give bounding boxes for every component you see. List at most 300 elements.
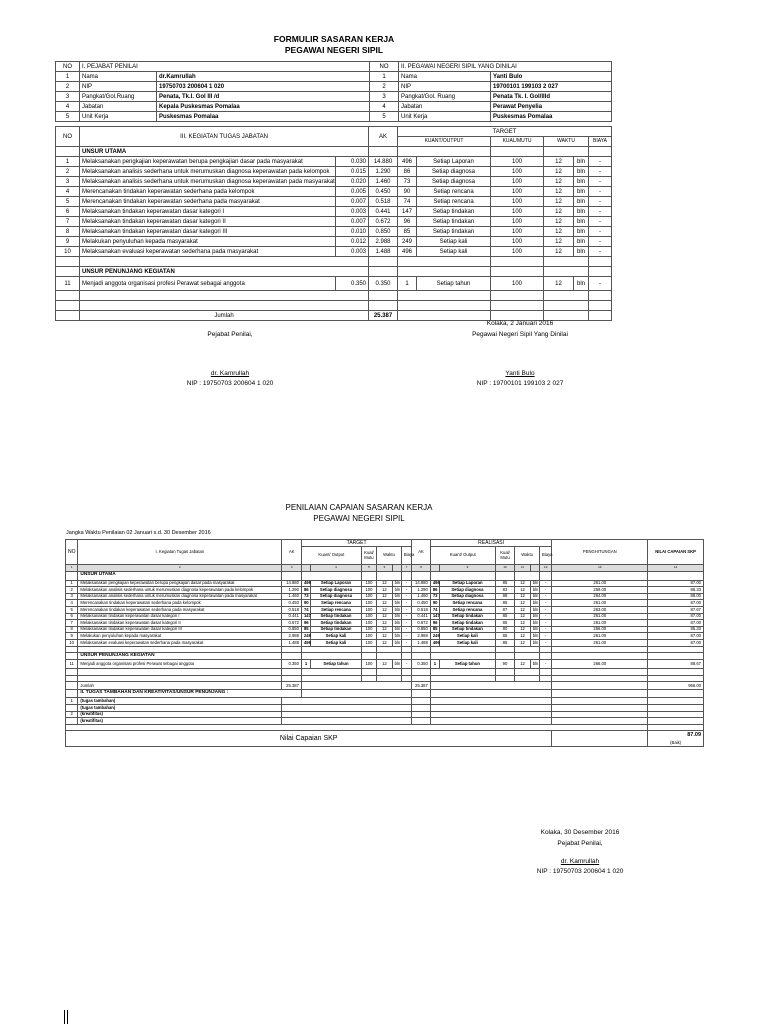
row-r-output: Setiap kali [440, 633, 496, 640]
row-r-biaya: - [540, 620, 552, 627]
empty-cell [430, 704, 552, 711]
row-r-satuan: bln [530, 580, 539, 587]
row-satuan: bln [574, 227, 589, 237]
row-r-output: Setiap diagnosa [440, 587, 496, 594]
row-biaya: - [401, 580, 411, 587]
row-kegiatan: Melaksanakan pengkajian keperawatan berupa pengkajian dasar pada masyarakat [78, 580, 282, 587]
row-waktu: 12 [377, 606, 392, 613]
pegawai-no: 4 [370, 102, 399, 112]
row-no: 7 [66, 620, 78, 627]
tambahan-no [66, 718, 78, 725]
form1-title: FORMULIR SASARAN KERJA [273, 34, 395, 44]
row-r-satuan: bln [530, 620, 539, 627]
row-kuant: 1 [301, 660, 310, 669]
row-output: Setiap diagnosa [417, 177, 491, 187]
column-number: 7 [401, 565, 411, 572]
row-mutu: 100 [491, 187, 544, 197]
form1-sig-left-name: dr. Kamrullah [210, 370, 250, 377]
column-number: 5 [361, 565, 376, 572]
row-ak: 14.880 [282, 580, 302, 587]
empty-cell [412, 698, 431, 705]
pegawai-value: 19700101 199103 2 027 [491, 82, 612, 92]
row-kuant: 496 [398, 157, 417, 167]
pejabat-no: 1 [56, 72, 80, 82]
table-row [66, 593, 704, 600]
pegawai-label: Nama [399, 72, 491, 82]
row-nilai: 87.67 [648, 606, 704, 613]
row-satuan: bln [392, 620, 401, 627]
row-no: 7 [56, 217, 80, 227]
jumlah-label: Jumlah [78, 682, 282, 690]
section-penunjang: UNSUR PENUNJANG KEGIATAN [80, 267, 369, 277]
row-waktu: 12 [377, 633, 392, 640]
row-waktu: 12 [377, 593, 392, 600]
row-r-ak: 0.441 [412, 613, 431, 620]
form1-sig-right-name: Yanti Bulo [505, 370, 535, 377]
pejabat-no: 5 [56, 112, 80, 122]
row-nilai: 87.00 [648, 600, 704, 607]
row-satuan: bln [574, 247, 589, 257]
row-r-mutu: 85 [495, 600, 515, 607]
page-edge-mark [64, 1010, 65, 1024]
row-ak: 0.441 [282, 613, 302, 620]
row-r-mutu: 83 [495, 587, 515, 594]
column-number: 3 [282, 565, 302, 572]
row-mutu: 100 [491, 167, 544, 177]
row-r-biaya: - [540, 626, 552, 633]
tambahan-label: (tugas tambahan) [78, 704, 282, 711]
row-kuant: 496 [301, 639, 310, 646]
row-output: Setiap tindakan [311, 620, 361, 627]
row-r-biaya: - [540, 606, 552, 613]
pegawai-value: Yanti Bulo [491, 72, 612, 82]
pegawai-no: 1 [370, 72, 399, 82]
row-mutu: 100 [491, 217, 544, 227]
row-kuant: 86 [398, 167, 417, 177]
empty-cell [552, 698, 648, 705]
row-r-satuan: bln [530, 633, 539, 640]
row-output: Setiap rencana [311, 606, 361, 613]
hdr-kual: Kual/ Mutu [361, 547, 376, 565]
tambahan-row [66, 718, 704, 725]
row-angka: 0.012 [336, 237, 369, 247]
row-satuan: bln [574, 177, 589, 187]
row-biaya: - [401, 600, 411, 607]
row-kegiatan: Melaksanakan tindakan keperawatan dasar kategori I [80, 207, 336, 217]
table-row [66, 600, 704, 607]
row-r-waktu: 12 [515, 606, 530, 613]
row-r-satuan: bln [530, 606, 539, 613]
row-hitung: 261.00 [552, 580, 648, 587]
jumlah-ak: 25.387 [282, 682, 302, 690]
row-output: Setiap tahun [311, 660, 361, 669]
row-no: 11 [66, 660, 78, 669]
table-row [66, 580, 704, 587]
row-mutu: 100 [361, 600, 376, 607]
row-kegiatan: Melaksanakan pengkajian keperawatan berupa pengkajian dasar pada masyarakat [80, 157, 336, 167]
row-waktu: 12 [377, 613, 392, 620]
row-ak: 0.672 [369, 217, 398, 227]
row-waktu: 12 [544, 217, 574, 227]
row-mutu: 100 [491, 237, 544, 247]
row-angka: 0.005 [336, 187, 369, 197]
row-waktu: 12 [544, 237, 574, 247]
row-r-kuant: 73 [430, 593, 439, 600]
row-output: Setiap tindakan [417, 217, 491, 227]
row-r-output: Setiap tindakan [440, 626, 496, 633]
row-r-mutu: 87 [495, 606, 515, 613]
row-r-mutu: 90 [495, 660, 515, 669]
hdr-realisasi: REALISASI [430, 540, 552, 547]
row-r-biaya: - [540, 580, 552, 587]
jumlah-value: 25.387 [369, 311, 398, 321]
row-satuan: bln [392, 626, 401, 633]
row-kegiatan: Merencanakan tindakan keperawatan sederhana pada kelompok [78, 600, 282, 607]
row-ak: 0.450 [282, 600, 302, 607]
pejabat-label: Nama [80, 72, 157, 82]
row-r-kuant: 85 [430, 626, 439, 633]
row-ak: 0.518 [369, 197, 398, 207]
row-biaya: - [401, 639, 411, 646]
row-kegiatan: Melakukan penyuluhan kepada masyarakat [78, 633, 282, 640]
column-number: 1 [66, 565, 78, 572]
nilai-capaian-note: (Baik) [670, 739, 682, 745]
table-row [66, 639, 704, 646]
row-no: 10 [66, 639, 78, 646]
tambahan-no: 1 [66, 698, 78, 705]
row-kuant: 73 [398, 177, 417, 187]
row-hitung: 266.00 [552, 660, 648, 669]
row-kegiatan: Melaksanakan evaluasi keperawatan sederhana pada masyarakat [80, 247, 336, 257]
row-output: Setiap diagnosa [311, 593, 361, 600]
form1-sig-left-nip: NIP : 19750703 200604 1 020 [186, 380, 274, 387]
empty-cell [430, 718, 552, 725]
row-ak: 0.850 [369, 227, 398, 237]
row-no: 9 [56, 237, 80, 247]
row-angka: 0.007 [336, 197, 369, 207]
row-mutu: 100 [491, 227, 544, 237]
row-output: Setiap diagnosa [311, 587, 361, 594]
row-r-ak: 1.488 [412, 639, 431, 646]
table-row [56, 187, 612, 197]
row-mutu: 100 [361, 606, 376, 613]
row-r-waktu: 12 [515, 580, 530, 587]
row-r-ak: 14.880 [412, 580, 431, 587]
row-output: Setiap tindakan [417, 207, 491, 217]
row-biaya: - [401, 606, 411, 613]
row-biaya: - [401, 660, 411, 669]
row-kegiatan: Melaksanakan analisis sederhana untuk merumuskan diagnosa keperawatan pada kelompok [80, 167, 336, 177]
row-biaya: - [401, 613, 411, 620]
row-output: Setiap tindakan [311, 626, 361, 633]
row-ak: 14.880 [369, 157, 398, 167]
row-ak: 0.850 [282, 626, 302, 633]
pejabat-label: Jabatan [80, 102, 157, 112]
row-kuant: 1 [398, 277, 417, 291]
row-mutu: 100 [491, 157, 544, 167]
row-kuant: 147 [301, 613, 310, 620]
row-output: Setiap rencana [311, 600, 361, 607]
row-r-satuan: bln [530, 587, 539, 594]
row-r-mutu: 85 [495, 639, 515, 646]
empty-cell [412, 711, 431, 718]
row-mutu: 100 [491, 197, 544, 207]
row-r-output: Setiap diagnosa [440, 593, 496, 600]
row-r-ak: 0.518 [412, 606, 431, 613]
form1-sig-left-title: Pejabat Penilai, [207, 331, 253, 338]
pejabat-no: 2 [56, 82, 80, 92]
row-ak: 1.460 [282, 593, 302, 600]
empty-cell [412, 704, 431, 711]
row-r-ak: 0.450 [412, 600, 431, 607]
row-no: 9 [66, 633, 78, 640]
row-satuan: bln [574, 277, 589, 291]
jumlah-label: Jumlah [80, 311, 369, 321]
column-number: 4 [311, 565, 361, 572]
row-mutu: 100 [361, 587, 376, 594]
row-kuant: 496 [301, 580, 310, 587]
pejabat-value: 19750703 200604 1 020 [157, 82, 370, 92]
row-mutu: 100 [491, 177, 544, 187]
row-biaya: - [401, 593, 411, 600]
form2-title: PENILAIAN CAPAIAN SASARAN KERJA [285, 503, 433, 512]
row-angka: 0.030 [336, 157, 369, 167]
pejabat-value: Kepala Puskesmas Pomalaa [157, 102, 370, 112]
row-ak: 1.488 [282, 639, 302, 646]
row-no: 5 [66, 606, 78, 613]
row-hitung: 264.00 [552, 593, 648, 600]
row-r-mutu: 88 [495, 593, 515, 600]
row-r-mutu: 85 [495, 620, 515, 627]
row-r-mutu: 85 [495, 580, 515, 587]
row-kuant: 249 [301, 633, 310, 640]
form2-sig-name: dr. Kamrullah [560, 858, 600, 865]
row-ak: 0.350 [282, 660, 302, 669]
row-mutu: 100 [361, 613, 376, 620]
empty-cell [552, 711, 648, 718]
pegawai-label: Jabatan [399, 102, 491, 112]
row-r-waktu: 12 [515, 600, 530, 607]
row-biaya: - [401, 620, 411, 627]
row-biaya: - [589, 157, 612, 167]
row-satuan: bln [392, 633, 401, 640]
row-r-ak: 1.290 [412, 587, 431, 594]
column-number [301, 565, 310, 572]
row-kegiatan: Melaksanakan evaluasi keperawatan sederhana pada masyarakat [78, 639, 282, 646]
section-utama: UNSUR UTAMA [78, 571, 282, 580]
row-kegiatan: Melaksanakan tindakan keperawatan dasar kategori III [78, 626, 282, 633]
tambahan-label: (kreatifitas) [78, 718, 282, 725]
row-r-satuan: bln [530, 600, 539, 607]
row-hitung: 261.00 [552, 633, 648, 640]
empty-cell [282, 698, 412, 705]
pegawai-no: 5 [370, 112, 399, 122]
row-nilai: 87.00 [648, 613, 704, 620]
column-number: 9 [440, 565, 496, 572]
form2-date: Kolaka, 30 Desember 2016 [540, 829, 620, 836]
row-r-waktu: 12 [515, 620, 530, 627]
row-waktu: 12 [377, 600, 392, 607]
row-mutu: 100 [361, 633, 376, 640]
row-mutu: 100 [361, 620, 376, 627]
identity-row [56, 112, 612, 122]
row-output: Setiap Laporan [311, 580, 361, 587]
row-kegiatan: Melaksanakan analisis sederhana untuk merumuskan diagnosa keperawatan pada masyarakat [80, 177, 336, 187]
row-r-kuant: 147 [430, 613, 439, 620]
pegawai-label: Pangkat/Gol. Ruang [399, 92, 491, 102]
identity-row [56, 82, 612, 92]
row-output: Setiap tindakan [417, 227, 491, 237]
row-waktu: 12 [377, 639, 392, 646]
row-kuant: 73 [301, 593, 310, 600]
column-number: 10 [495, 565, 515, 572]
form1-sig-right-title: Pegawai Negeri Sipil Yang Dinilai [472, 331, 568, 338]
row-biaya: - [589, 247, 612, 257]
identity-row [56, 72, 612, 82]
row-no: 3 [66, 593, 78, 600]
row-r-satuan: bln [530, 593, 539, 600]
column-number [430, 565, 439, 572]
row-nilai: 86.33 [648, 587, 704, 594]
row-r-waktu: 12 [515, 593, 530, 600]
row-no: 4 [56, 187, 80, 197]
table-row [56, 217, 612, 227]
row-nilai: 88.67 [648, 660, 704, 669]
tambahan-title: II. TUGAS TAMBAHAN DAN KREATIVITAS/UNSUR PENUNJANG : [78, 690, 302, 698]
row-r-output: Setiap rencana [440, 600, 496, 607]
row-no: 8 [66, 626, 78, 633]
row-biaya: - [589, 177, 612, 187]
row-mutu: 100 [361, 593, 376, 600]
empty-cell [412, 718, 431, 725]
page-edge-mark [67, 1010, 68, 1024]
nilai-capaian-label: Nilai Capaian SKP [66, 731, 552, 747]
row-waktu: 12 [544, 167, 574, 177]
empty-cell [552, 718, 648, 725]
row-satuan: bln [392, 639, 401, 646]
pegawai-no: 3 [370, 92, 399, 102]
row-r-biaya: - [540, 613, 552, 620]
row-r-kuant: 249 [430, 633, 439, 640]
pejabat-value: Puskesmas Pomalaa [157, 112, 370, 122]
empty-cell [282, 711, 412, 718]
row-kegiatan: Melaksanakan tindakan keperawatan dasar kategori II [78, 620, 282, 627]
row-waktu: 12 [377, 626, 392, 633]
hdr-ak: AK [369, 127, 398, 147]
identity-row [56, 92, 612, 102]
form2-sig-nip: NIP : 19750703 200604 1 020 [536, 868, 624, 875]
row-r-ak: 0.850 [412, 626, 431, 633]
pegawai-label: Unit Kerja [399, 112, 491, 122]
row-biaya: - [401, 633, 411, 640]
row-output: Setiap kali [311, 639, 361, 646]
row-ak: 1.290 [282, 587, 302, 594]
hdr-kuant: Kuant/ Output [301, 547, 361, 565]
table-row [66, 587, 704, 594]
row-angka: 0.010 [336, 227, 369, 237]
row-output: Setiap rencana [417, 187, 491, 197]
empty-cell [648, 698, 704, 705]
pegawai-value: Puskesmas Pomalaa [491, 112, 612, 122]
row-ak: 0.672 [282, 620, 302, 627]
table-row [66, 626, 704, 633]
jumlah-nilai: 958.00 [648, 682, 704, 690]
hdr-target: TARGET [398, 127, 612, 137]
row-kuant: 74 [398, 197, 417, 207]
row-r-kuant: 96 [430, 620, 439, 627]
pejabat-label: NIP [80, 82, 157, 92]
table-row [56, 177, 612, 187]
row-r-biaya: - [540, 660, 552, 669]
hdr-no: NO [56, 62, 80, 72]
row-biaya: - [401, 587, 411, 594]
column-number: 6 [377, 565, 392, 572]
row-kuant: 74 [301, 606, 310, 613]
row-satuan: bln [392, 660, 401, 669]
empty-cell [282, 704, 412, 711]
row-waktu: 12 [544, 177, 574, 187]
row-mutu: 100 [361, 626, 376, 633]
hdr-r-kual: Kual/ Mutu [495, 547, 515, 565]
column-number [530, 565, 539, 572]
tambahan-row [66, 704, 704, 711]
row-ak: 0.518 [282, 606, 302, 613]
row-r-waktu: 12 [515, 633, 530, 640]
row-nilai: 88.00 [648, 593, 704, 600]
row-no: 2 [66, 587, 78, 594]
pejabat-value: dr.Kamrullah [157, 72, 370, 82]
tambahan-no [66, 704, 78, 711]
row-ak: 0.441 [369, 207, 398, 217]
row-r-output: Setiap kali [440, 639, 496, 646]
hdr-waktu: Waktu [377, 547, 402, 565]
table-row [56, 247, 612, 257]
row-satuan: bln [574, 167, 589, 177]
row-hitung: 261.00 [552, 600, 648, 607]
hdr-nilai: NILAI CAPAIAN SKP [648, 540, 704, 565]
row-kegiatan: Melaksanakan tindakan keperawatan dasar kategori III [80, 227, 336, 237]
column-number: 12 [540, 565, 552, 572]
row-output: Setiap diagnosa [417, 167, 491, 177]
row-kuant: 85 [301, 626, 310, 633]
row-angka: 0.007 [336, 217, 369, 227]
row-ak: 1.488 [369, 247, 398, 257]
row-nilai: 87.00 [648, 633, 704, 640]
row-satuan: bln [574, 207, 589, 217]
row-waktu: 12 [544, 207, 574, 217]
hdr-waktu: WAKTU [544, 137, 589, 147]
tambahan-label: (tugas tambahan) [78, 698, 282, 705]
row-ak: 1.290 [369, 167, 398, 177]
row-kegiatan: Melaksanakan tindakan keperawatan dasar kategori I [78, 613, 282, 620]
row-output: Setiap tindakan [311, 613, 361, 620]
row-kegiatan: Merencanakan tindakan keperawatan sederhana pada masyarakat [78, 606, 282, 613]
hdr-no: NO [66, 540, 78, 565]
row-satuan: bln [392, 600, 401, 607]
table-row [66, 613, 704, 620]
row-hitung: 261.00 [552, 639, 648, 646]
hdr-no2: NO [370, 62, 399, 72]
row-r-output: Setiap tindakan [440, 620, 496, 627]
column-number: 2 [78, 565, 282, 572]
column-number: 11 [515, 565, 530, 572]
row-r-satuan: bln [530, 626, 539, 633]
identity-row [56, 102, 612, 112]
row-r-ak: 1.460 [412, 593, 431, 600]
pejabat-label: Pangkat/Gol.Ruang [80, 92, 157, 102]
row-biaya: - [589, 227, 612, 237]
row-satuan: bln [392, 613, 401, 620]
